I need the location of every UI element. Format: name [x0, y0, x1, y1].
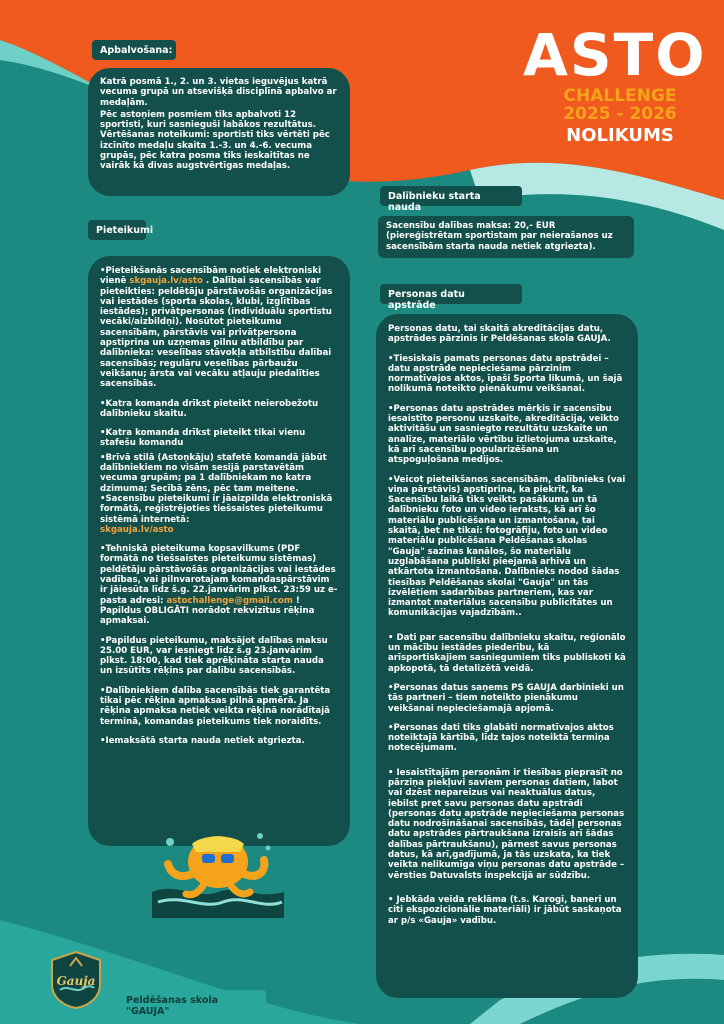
apbalvosana-p2: Pēc astoņiem posmiem tiks apbalvoti 12 sportisti, kuri sasnieguši labākos rezultātus. Vērtēšanas noteikumi: sportisti tiks vērtēti pēc izcīnīto medaļu skaita 1.-3. un 4.-6. vecuma grupās, pēc katra posma tiks ieskaitītas ne vairāk kā divas augstvērtīgas medaļas.	[100, 109, 330, 172]
logo-text: Gauja	[56, 974, 96, 988]
pieteikumi-p7: •Dalībniekiem dalība sacensībās tiek garantēta tikai pēc rēķina apmaksas pilnā apmērā. Ja rēķina apmaksa netiek veikta rēķinā norādītajā terminā, komandas pieteikums tiek noraidīts.	[100, 685, 331, 727]
datu-apstrade-label: Personas datu apstrāde	[380, 284, 522, 304]
datu-apstrade-p2: •Tiesiskais pamats personas datu apstrādei –datu apstrāde nepieciešama pārzinim normatīvajos aktos, īpaši Sporta likumā, un šajā nolikumā noteikto pienākumu veikšanai.	[388, 353, 623, 395]
title-challenge: CHALLENGE	[563, 86, 677, 106]
pieteikumi-p1	[100, 266, 338, 390]
apbalvosana-panel	[88, 68, 350, 196]
pieteikumi-p8: •Iemaksātā starta nauda netiek atgriezta.	[100, 735, 305, 746]
datu-apstrade-p1: Personas datu, tai skaitā akreditācijas datu, apstrādes pārzinis ir Peldēšanas skola GAUJA.	[388, 324, 611, 345]
pieteikumi-label: Pieteikumi	[88, 220, 146, 240]
pieteikumi-p2: •Katra komanda drīkst pieteikt neierobežotu dalībnieku skaitu.	[100, 398, 319, 419]
datu-apstrade-p9: • Jebkāda veida reklāma (t.s. Karogi, baneri un citi ekspozicionālie materiāli) ir jābūt saskaņota ar p/s «Gauja» vadību.	[388, 894, 622, 926]
apbalvosana-label: Apbalvošana:	[92, 40, 176, 60]
pieteikumi-panel	[88, 256, 350, 846]
pieteikumi-p5	[100, 544, 338, 626]
starta-nauda-label: Dalībnieku starta nauda	[380, 186, 522, 206]
octopus-mascot-icon	[148, 822, 288, 918]
datu-apstrade-p6: •Personas datus saņems PS GAUJA darbinieki un tās partneri – tiem noteikto pienākumu veikšanai nepieciešamajā apjomā.	[388, 682, 624, 714]
datu-apstrade-p7: •Personas dati tiks glabāti normatīvajos aktos noteiktajā kārtībā, līdz tajos noteiktā termiņa notecējumam.	[388, 722, 614, 754]
pieteikumi-p6: •Papildus pieteikumu, maksājot dalības maksu 25.00 EUR, var iesniegt līdz š.g 23.janvārim plkst. 18:00, kad tiek aprēķināta starta nauda un izsūtīts rēķins par dalību sacensībās.	[100, 635, 328, 677]
datu-apstrade-p8: • Iesaistītajām personām ir tiesības pieprasīt no pārziņa piekļuvi saviem personas datiem, labot vai dzēst nepareizus vai neaktuālus datus, iebilst pret savu personas datu apstrādi (personas datu apstrāde nepieciešama personas datu nodrošināšanai sacensībās, tādēļ personas datu apstrādes pārtraukšana izraisīs arī šādas dalības pārtraukšanu), pārnest savus personas datus, kā arī,gadījumā, ja tās uzskata, ka tiek veikta nelikumīga viņu personas datu apstrāde – vērsties Datuvalsts inspekcijā ar sūdzību.	[388, 767, 625, 881]
title-years: 2025 - 2026	[563, 104, 677, 124]
datu-apstrade-panel	[376, 314, 638, 998]
starta-nauda-panel	[378, 216, 634, 258]
title-nolikums: NOLIKUMS	[566, 125, 674, 146]
pieteikumi-link-1[interactable]: skgauja.lv/asto	[129, 276, 203, 287]
pieteikumi-p3: •Katra komanda drīkst pieteikt tikai vienu stafešu komandu	[100, 428, 306, 449]
pieteikumi-p1-a: •Pieteikšanās sacensībām notiek elektroniski vienē	[100, 266, 322, 287]
title-asto: ASTO	[523, 21, 707, 89]
pieteikumi-email[interactable]: astochallenge@gmail.com	[166, 595, 293, 606]
gauja-logo	[46, 950, 106, 1010]
starta-nauda-text: Sacensību dalības maksa: 20,- EUR (piereģistrētam sportistam par neierašanos uz sacensībām starta nauda netiek atgriezta).	[386, 221, 613, 252]
pieteikumi-p5-b: ! Papildus OBLIGĀTI norādot rekvizītus rēķina apmaksai.	[100, 595, 315, 627]
pieteikumi-link-2[interactable]: skgauja.lv/asto	[100, 524, 174, 535]
pieteikumi-p4: •Brīvā stilā (Astoņkāju) stafetē komandā jābūt dalībniekiem no visām sesijā parstavētām vecuma grupām; pa 1 dalībniekam no katra dzimuma; Secībā zēns, pēc tam meitene. •Sacensību pieteikumi ir jāaizpilda elektroniskā formātā, reģistrējoties tiešsaistes pieteikumu sistēmā internetā:	[100, 452, 333, 525]
datu-apstrade-p4: •Veicot pieteikšanos sacensībām, dalībnieks (vai viņa pārstāvis) apstiprina, ka piekrīt, ka Sacensību laikā tiks veikts pasākuma un tā dalībnieku foto un video ieraksts, kā arī šo materiālu publicēšana un izmantošana, tai skaitā, bet ne tikai: fotogrāfiju, foto un video materiālu publicēšana Peldēšanas skolas "Gauja" sazinas kanālos, šo materiālu uzglabāšana publiski pieejamā arhīvā un atkārtota izmantošana. Dalībnieks nodod šādas tiesības Peldēšanas skolai "Gauja" un tās izvēlētiem sadarbības partneriem, kas var izmantot materiālus sacensību publicitātes un komunikācijas vajadzībām..	[388, 474, 626, 619]
pieteikumi-p5-a: •Tehniskā pieteikuma kopsavilkums (PDF formātā no tiešsaistes pieteikumu sistēmas) peldētāju pārstāvošās organizācijas vai iestādes vadības, vai pilnvarotajam komandaspārstāvim ir jāiesūta līdz š.g. 22.janvārim plkst. 23:59 uz e-pasta adresi:	[100, 544, 338, 606]
apbalvosana-p1: Katrā posmā 1., 2. un 3. vietas ieguvējus katrā vecuma grupā un atsevišķā disciplīnā apbalvo ar medaļām.	[100, 77, 337, 108]
datu-apstrade-p3: •Personas datu apstrādes mērķis ir sacensību iesaistīto personu uzskaite, akreditācija, veikto aktivitāšu un sasniegto rezultātu uzskaite un analīze, materiālo vērtību izlietojuma uzskaite, kā arī sacensību popularizēšana un atspoguļošana medijos.	[388, 403, 619, 466]
footer-school-label: Peldēšanas skola "GAUJA"	[118, 990, 266, 1010]
pieteikumi-p1-b: . Dalībai sacensībās var pieteikties: peldētāju pārstāvošās organizācijas vai iestādes (sporta skolas, klubi, izglītības iestādes); privātpersonas (individuālu sportistu vecāki/aizbildņi). Nosūtot pieteikumu sacensībām, pārstāvis vai privātpersona apstiprina un uzņemas pilnu atbildību par dalībnieka: veselības stāvokļa atbilstību dalībai sacensībās; regulāru veselības pārbaužu veikšanu; ārsta vai vecāku atļauju piedalīties sacensībās.	[100, 276, 333, 390]
datu-apstrade-p5: • Dati par sacensību dalībnieku skaitu, reģionālo un mācību iestādes piederību, kā arīsportiskajiem sasniegumiem tiks publiskoti kā apkopotā, tā detalizētā veidā.	[388, 632, 626, 674]
